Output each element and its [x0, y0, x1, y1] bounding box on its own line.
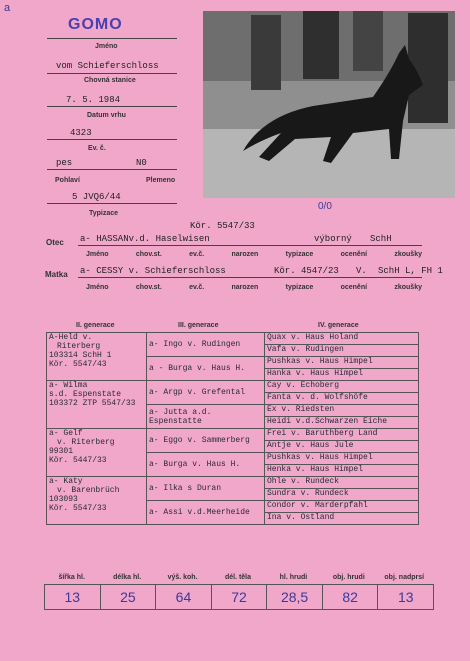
dog-photo: [203, 11, 455, 198]
g2-line: v. Barenbrüch: [57, 486, 120, 495]
g2-line: a- Wilma: [49, 381, 88, 390]
g2-line: Kör. 5447/33: [49, 456, 107, 465]
mother-field-label: ev.č.: [189, 284, 205, 291]
g3-cell: a - Burga v. Haus H.: [147, 357, 265, 381]
type-value: 5 JVQ6/44: [72, 192, 121, 202]
g2-line: v. Riterberg: [57, 438, 115, 447]
measure-label: délka hl.: [113, 574, 142, 581]
dog-photo-image: [203, 11, 455, 198]
father-field-label: Jméno: [86, 251, 109, 258]
father-label: Otec: [46, 238, 64, 247]
father-title: SchH: [370, 234, 392, 244]
mother-field-label: typizace: [285, 284, 314, 291]
g2-cell: [47, 381, 147, 429]
ev-label: Ev. č.: [88, 145, 106, 152]
g4-cell: Hanka v. Haus Himpel: [265, 369, 419, 381]
g4-cell: Frei v. Baruthberg Land: [265, 429, 419, 441]
kennel-value: vom Schieferschloss: [56, 61, 159, 71]
g3-cell: a- Burga v. Haus H.: [147, 453, 265, 477]
measure-value: 28,5: [267, 585, 323, 609]
measure-value: 13: [397, 589, 414, 605]
g2-line: a- Katy: [49, 477, 83, 486]
g2-line: 103093: [49, 495, 78, 504]
g2-cell: [47, 477, 147, 525]
g4-cell: Cay v. Echoberg: [265, 381, 419, 393]
ev-value: 4323: [70, 128, 92, 138]
dog-name: GOMO: [68, 16, 123, 33]
g4-cell: Ex v. Riedsten: [265, 405, 419, 417]
sex-label: Pohlaví: [55, 177, 80, 184]
measure-value: 72: [212, 585, 268, 609]
birth-label: Datum vrhu: [87, 112, 126, 119]
father-field-label: zkoušky: [394, 251, 422, 258]
measure-label: obj. hrudi: [332, 574, 365, 581]
father-field-label: narozen: [231, 251, 259, 258]
generation-4-label: IV. generace: [318, 322, 359, 329]
measure-label: hl. hrudi: [279, 574, 308, 581]
photo-note: 0/0: [318, 201, 332, 212]
jmeno-label: Jméno: [95, 43, 118, 50]
father-field-label: ev.č.: [189, 251, 205, 258]
mother-field-label: ocenění: [340, 284, 368, 291]
measure-label: výš. koh.: [167, 574, 198, 581]
birth-value: 7. 5. 1984: [66, 95, 121, 105]
g2-line: 99301: [49, 447, 74, 456]
mother-kor: Kör. 4547/23: [274, 266, 339, 276]
type-label: Typizace: [89, 210, 119, 217]
g4-cell: Ohle v. Rundeck: [265, 477, 419, 489]
father-rating: výborný: [314, 234, 352, 244]
g4-cell: Quax v. Haus Holand: [265, 333, 419, 345]
g2-line: Riterberg: [57, 342, 101, 351]
g4-cell: Condor v. Marderpfahl: [265, 501, 419, 513]
father-field-label: chov.st.: [135, 251, 162, 258]
g2-line: s.d. Espenstate: [49, 390, 122, 399]
g4-cell: Fanta v. d. Wolfshöfe: [265, 393, 419, 405]
g2-line: 103314 SchH 1: [49, 351, 112, 360]
g3-cell: a- Ingo v. Rudingen: [147, 333, 265, 357]
measure-labels: [44, 574, 432, 581]
g3-cell: a- Ilka s Duran: [147, 477, 265, 501]
generation-3-label: III. generace: [178, 322, 219, 329]
g4-cell: Vafa v. Rudingen: [265, 345, 419, 357]
g3-cell: a- Argp v. Grefental: [147, 381, 265, 405]
g3-cell: a- Jutta a.d. Espenstatte: [147, 405, 265, 429]
mother-field-label: chov.st.: [135, 284, 162, 291]
mother-label: Matka: [45, 270, 68, 279]
measure-value: 64: [156, 585, 212, 609]
father-field-label: typizace: [285, 251, 314, 258]
g4-cell: Pushkas v. Haus Himpel: [265, 453, 419, 465]
mother-title: SchH L, FH 1: [378, 266, 443, 276]
mother-field-labels: [86, 284, 422, 291]
sex-value: pes: [56, 158, 73, 168]
father-field-labels: [86, 251, 422, 258]
measure-label: obj. nadprsí: [384, 574, 425, 581]
hd-value: N0: [136, 158, 147, 168]
g3-cell: a- Assi v.d.Meerheide: [147, 501, 265, 525]
g2-line: Kör. 5547/43: [49, 360, 107, 369]
mother-name: a- CESSY v. Schieferschloss: [80, 266, 226, 276]
g2-line: a- Gelf: [49, 429, 83, 438]
father-name: a- HASSANv.d. Haselwisen: [80, 234, 210, 244]
g2-cell: [47, 333, 147, 381]
mother-field-label: zkoušky: [394, 284, 422, 291]
generation-2-label: II. generace: [76, 322, 115, 329]
father-field-label: ocenění: [340, 251, 368, 258]
measure-value: 13: [45, 585, 101, 609]
pedigree-table: [46, 332, 419, 525]
measure-values: [44, 584, 434, 610]
measure-value: 25: [101, 585, 157, 609]
g2-line: 103372 ZTP 5547/33: [49, 399, 136, 408]
g4-cell: Heidi v.d.Schwarzen Eiche: [265, 417, 419, 429]
mother-rating: V.: [356, 266, 367, 276]
kennel-label: Chovná stanice: [84, 77, 136, 84]
corner-mark: a: [4, 2, 11, 14]
g4-cell: Sundra v. Rundeck: [265, 489, 419, 501]
g3-cell: a- Eggo v. Sammerberg: [147, 429, 265, 453]
measure-value: 82: [323, 585, 379, 609]
g2-line: A-Held v.: [49, 333, 93, 342]
mother-field-label: narozen: [231, 284, 259, 291]
g4-cell: Antje v. Haus Jule: [265, 441, 419, 453]
g4-cell: Ina v. Ostland: [265, 513, 419, 525]
breed-label: Plemeno: [146, 177, 176, 184]
g4-cell: Henka v. Haus Himpel: [265, 465, 419, 477]
g4-cell: Pushkas v. Haus Himpel: [265, 357, 419, 369]
measure-label: dél. těla: [224, 574, 252, 581]
g2-cell: [47, 429, 147, 477]
father-kor: Kör. 5547/33: [190, 221, 255, 231]
g2-line: Kör. 5547/33: [49, 504, 107, 513]
mother-field-label: Jméno: [86, 284, 109, 291]
measure-label: šířka hl.: [58, 574, 85, 581]
